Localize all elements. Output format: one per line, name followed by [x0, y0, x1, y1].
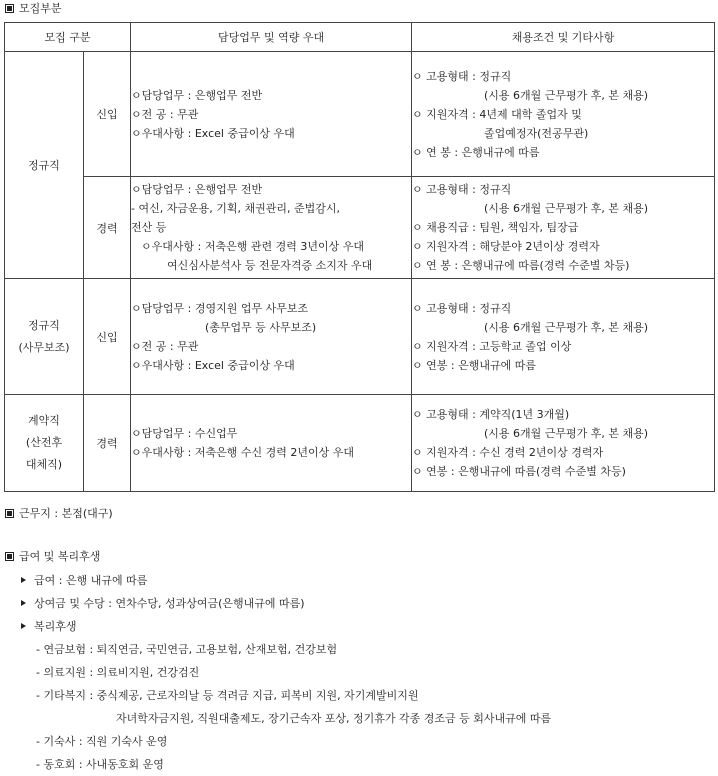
row-type: 경력 — [84, 177, 131, 279]
duty-line: ㅇ우대사항 : 저축은행 관련 경력 3년이상 우대 — [141, 240, 364, 253]
condition-line: (시용 6개월 근무평가 후, 본 채용) — [484, 202, 649, 215]
duty-line: - 여신, 자금운용, 기획, 채권관리, 준법감시, — [131, 202, 340, 215]
table-row — [5, 52, 715, 177]
duty-cell — [131, 52, 412, 177]
duty-line: ㅇ우대사항 : Excel 중급이상 우대 — [131, 358, 295, 372]
square-bullet-icon — [5, 4, 14, 13]
triangle-bullet-icon — [21, 600, 26, 606]
list-item: - 기타복지 : 중식제공, 근로자의날 등 격려금 지급, 피복비 지원, 자기계발비지원 — [36, 689, 419, 702]
condition-line: ㅇ 고용형태 : 정규직 — [412, 69, 512, 83]
duty-line: ㅇ담당업무 : 경영지원 업무 사무보조 — [131, 301, 309, 315]
row-type: 신입 — [84, 52, 131, 177]
table-row — [5, 279, 715, 395]
duty-cell — [131, 279, 412, 395]
duty-line: 전산 등 — [131, 221, 167, 234]
duty-line: ㅇ전 공 : 무관 — [131, 107, 199, 121]
condition-line: (시용 6개월 근무평가 후, 본 채용) — [484, 88, 649, 102]
list-item: - 연금보험 : 퇴직연금, 국민연금, 고용보험, 산재보험, 건강보험 — [36, 643, 338, 656]
section-benefits-title: 급여 및 복리후생 — [5, 549, 100, 565]
condition-line: 졸업예정자(전공무관) — [484, 126, 589, 140]
group-name-line: 정규직 — [28, 318, 60, 332]
condition-line: (시용 6개월 근무평가 후, 본 채용) — [484, 427, 649, 440]
duty-line: ㅇ담당업무 : 수신업무 — [131, 427, 238, 440]
conditions-cell — [412, 177, 715, 279]
conditions-cell — [412, 279, 715, 395]
recruit-table — [4, 22, 715, 492]
group-regular — [5, 52, 84, 279]
condition-line: ㅇ 지원자격 : 해당분야 2년이상 경력자 — [412, 240, 600, 253]
list-item: - 동호회 : 사내동호회 운영 — [36, 758, 164, 771]
triangle-bullet-icon — [21, 577, 26, 583]
duty-line: ㅇ전 공 : 무관 — [131, 339, 199, 353]
table-header-row — [5, 23, 715, 52]
condition-line: ㅇ 연 봉 : 은행내규에 따름(경력 수준별 차등) — [412, 259, 630, 272]
duty-line: (총무업무 등 사무보조) — [205, 320, 317, 334]
duty-line: ㅇ우대사항 : Excel 중급이상 우대 — [131, 126, 295, 140]
group-name-line: 계약직 — [28, 414, 60, 427]
header-duty: 담당업무 및 역량 우대 — [131, 23, 412, 52]
group-regular-assistant — [5, 279, 84, 395]
section-location: 근무지 : 본점(대구) — [5, 506, 113, 522]
condition-line: ㅇ 연봉 : 은행내규에 따름 — [412, 358, 536, 372]
list-item: 상여금 및 수당 : 연차수당, 성과상여금(은행내규에 따름) — [0, 592, 551, 615]
group-name-line: 대체직) — [25, 458, 63, 471]
header-conditions: 채용조건 및 기타사항 — [412, 23, 715, 52]
list-item: 복리후생 — [0, 615, 551, 638]
benefits-list — [0, 569, 551, 776]
list-item: 자녀학자금지원, 직원대출제도, 장기근속자 포상, 정기휴가 각종 경조금 등 회사내규에 따름 — [116, 712, 552, 725]
duty-cell — [131, 177, 412, 279]
group-name-line: 정규직 — [28, 159, 60, 172]
duty-line: 여신심사분석사 등 전문자격증 소지자 우대 — [167, 259, 373, 272]
conditions-cell — [412, 395, 715, 492]
condition-line: ㅇ 지원자격 : 4년제 대학 졸업자 및 — [412, 107, 582, 121]
duty-line: ㅇ담당업무 : 은행업무 전반 — [131, 88, 263, 102]
condition-line: ㅇ 지원자격 : 고등학교 졸업 이상 — [412, 339, 572, 353]
square-bullet-icon — [5, 509, 14, 518]
condition-line: ㅇ 지원자격 : 수신 경력 2년이상 경력자 — [412, 446, 604, 459]
group-contract — [5, 395, 84, 492]
group-name-line: (산전후 — [25, 436, 63, 449]
condition-line: ㅇ 연봉 : 은행내규에 따름(경력 수준별 차등) — [412, 465, 626, 478]
duty-line: ㅇ담당업무 : 은행업무 전반 — [131, 183, 263, 196]
conditions-cell — [412, 52, 715, 177]
condition-line: ㅇ 고용형태 : 정규직 — [412, 301, 512, 315]
condition-line: ㅇ 연 봉 : 은행내규에 따름 — [412, 145, 540, 159]
list-item: - 의료지원 : 의료비지원, 건강검진 — [36, 666, 200, 679]
square-bullet-icon — [5, 552, 14, 561]
group-name-line: (사무보조) — [18, 340, 70, 354]
triangle-bullet-icon — [21, 623, 26, 629]
list-item: - 기숙사 : 직원 기숙사 운영 — [36, 735, 168, 748]
duty-cell — [131, 395, 412, 492]
condition-line: ㅇ 고용형태 : 계약직(1년 3개월) — [412, 408, 570, 421]
table-row — [5, 177, 715, 279]
table-row — [5, 395, 715, 492]
duty-line: ㅇ우대사항 : 저축은행 수신 경력 2년이상 우대 — [131, 446, 354, 459]
list-item: 급여 : 은행 내규에 따름 — [0, 569, 551, 592]
section-recruit-title: 모집부분 — [5, 1, 62, 17]
condition-line: ㅇ 고용형태 : 정규직 — [412, 183, 512, 196]
row-type: 경력 — [84, 395, 131, 492]
condition-line: ㅇ 채용직급 : 팀원, 책임자, 팀장급 — [412, 221, 579, 234]
row-type: 신입 — [84, 279, 131, 395]
condition-line: (시용 6개월 근무평가 후, 본 채용) — [484, 320, 649, 334]
header-category: 모집 구분 — [5, 23, 131, 52]
